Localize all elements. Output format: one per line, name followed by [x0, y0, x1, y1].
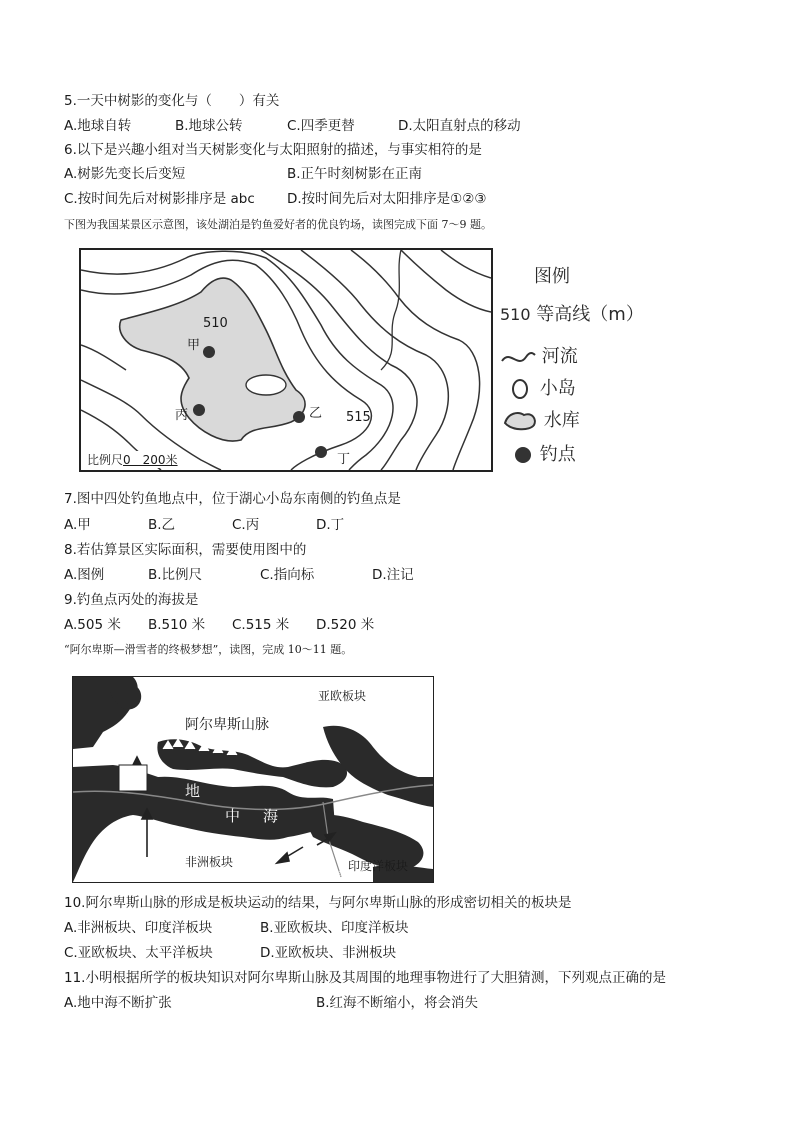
q7-option-c: C.丙 [232, 517, 260, 533]
q10-stem: 10.阿尔卑斯山脉的形成是板块运动的结果，与阿尔卑斯山脉的形成密切相关的板块是 [64, 895, 572, 911]
legend-island [508, 374, 576, 400]
scale-value: 0 200米 [123, 453, 178, 467]
label-red-sea: 红海 [321, 871, 341, 882]
legend-contour-value: 510 [500, 305, 531, 324]
label-eurasian-plate: 亚欧板块 [318, 689, 367, 703]
q9-option-b: B.510 米 [148, 617, 206, 633]
contour-map-drawing [81, 250, 491, 470]
legend-fishing [512, 440, 576, 466]
q6-option-b: B.正午时刻树影在正南 [287, 166, 423, 182]
q10-option-b: B.亚欧板块、印度洋板块 [260, 920, 409, 936]
legend-river-label: 河流 [541, 346, 578, 367]
label-med-hai: 海 [263, 807, 279, 825]
label-ding: 丁 [337, 452, 351, 467]
legend-island-label: 小岛 [539, 378, 576, 399]
q9-option-d: D.520 米 [316, 617, 375, 633]
q7-stem: 7.图中四处钓鱼地点中，位于湖心小岛东南侧的钓鱼点是 [64, 491, 401, 507]
fishing-point-ding [315, 446, 327, 458]
q9-option-c: C.515 米 [232, 617, 290, 633]
fishing-point-icon [512, 444, 534, 466]
reservoir-symbol-icon [502, 409, 538, 433]
legend-title: 图例 [534, 266, 570, 287]
scale-label: 比例尺 [87, 453, 124, 467]
legend-fishing-label: 钓点 [539, 444, 576, 465]
q7-option-b: B.乙 [148, 517, 176, 533]
q5-option-a: A.地球自转 [64, 118, 132, 134]
q8-option-d: D.注记 [372, 567, 414, 583]
label-yi: 乙 [309, 406, 323, 421]
island-symbol-icon [508, 378, 534, 400]
fishing-point-yi [293, 411, 305, 423]
alps-plate-map [72, 676, 434, 883]
q10-option-d: D.亚欧板块、非洲板块 [260, 945, 397, 961]
q7-option-d: D.丁 [316, 517, 345, 533]
fishing-point-jia [203, 346, 215, 358]
intro-10-11: “阿尔卑斯—滑雪者的终极梦想”，读图，完成 10～11 题。 [64, 643, 353, 656]
scenic-area-map [79, 248, 493, 472]
legend-contour [500, 300, 644, 326]
q11-option-a: A.地中海不断扩张 [64, 995, 172, 1011]
q10-option-c: C.亚欧板块、太平洋板块 [64, 945, 213, 961]
q6-option-a: A.树影先变长后变短 [64, 166, 186, 182]
q9-option-a: A.505 米 [64, 617, 121, 633]
label-alps: 阿尔卑斯山脉 [185, 717, 269, 733]
q8-stem: 8.若估算景区实际面积，需要使用图中的 [64, 542, 307, 558]
q10-option-a: A.非洲板块、印度洋板块 [64, 920, 213, 936]
q8-option-a: A.图例 [64, 567, 105, 583]
legend-contour-label: 等高线（m） [536, 304, 644, 325]
label-indian-plate: 印度洋板块 [348, 859, 409, 873]
scale-bar [85, 451, 180, 468]
river-symbol-icon [500, 347, 536, 367]
label-515: 515 [346, 410, 371, 425]
q11-option-b: B.红海不断缩小，将会消失 [316, 995, 479, 1011]
legend-reservoir-label: 水库 [543, 410, 580, 431]
label-jia: 甲 [187, 338, 201, 353]
legend-river [500, 342, 578, 368]
island-shape [246, 375, 286, 395]
q6-stem: 6.以下是兴趣小组对当天树影变化与太阳照射的描述，与事实相符的是 [64, 142, 482, 158]
label-bing: 丙 [175, 408, 189, 423]
plate-map-drawing [73, 677, 433, 882]
q11-stem: 11.小明根据所学的板块知识对阿尔卑斯山脉及其周围的地理事物进行了大胆猜测，下列观点正确的是 [64, 970, 666, 986]
q9-stem: 9.钓鱼点丙处的海拔是 [64, 592, 199, 608]
q7-option-a: A.甲 [64, 517, 91, 533]
intro-7-9: 下图为我国某景区示意图，该处湖泊是钓鱼爱好者的优良钓场，读图完成下面 7～9 题。 [64, 218, 492, 231]
q5-option-c: C.四季更替 [287, 118, 355, 134]
label-african-plate: 非洲板块 [185, 855, 234, 869]
label-510: 510 [203, 316, 228, 331]
q8-option-b: B.比例尺 [148, 567, 203, 583]
q8-option-c: C.指向标 [260, 567, 315, 583]
q5-stem: 5.一天中树影的变化与（ ）有关 [64, 93, 280, 109]
q6-option-d: D.按时间先后对太阳排序是①②③ [287, 191, 487, 207]
legend-reservoir [502, 406, 580, 433]
label-med-di: 地 [185, 782, 201, 800]
q5-option-b: B.地球公转 [175, 118, 243, 134]
q5-option-d: D.太阳直射点的移动 [398, 118, 521, 134]
q6-option-c: C.按时间先后对树影排序是 abc [64, 191, 255, 207]
label-med-zhong: 中 [225, 807, 241, 825]
fishing-point-bing [193, 404, 205, 416]
